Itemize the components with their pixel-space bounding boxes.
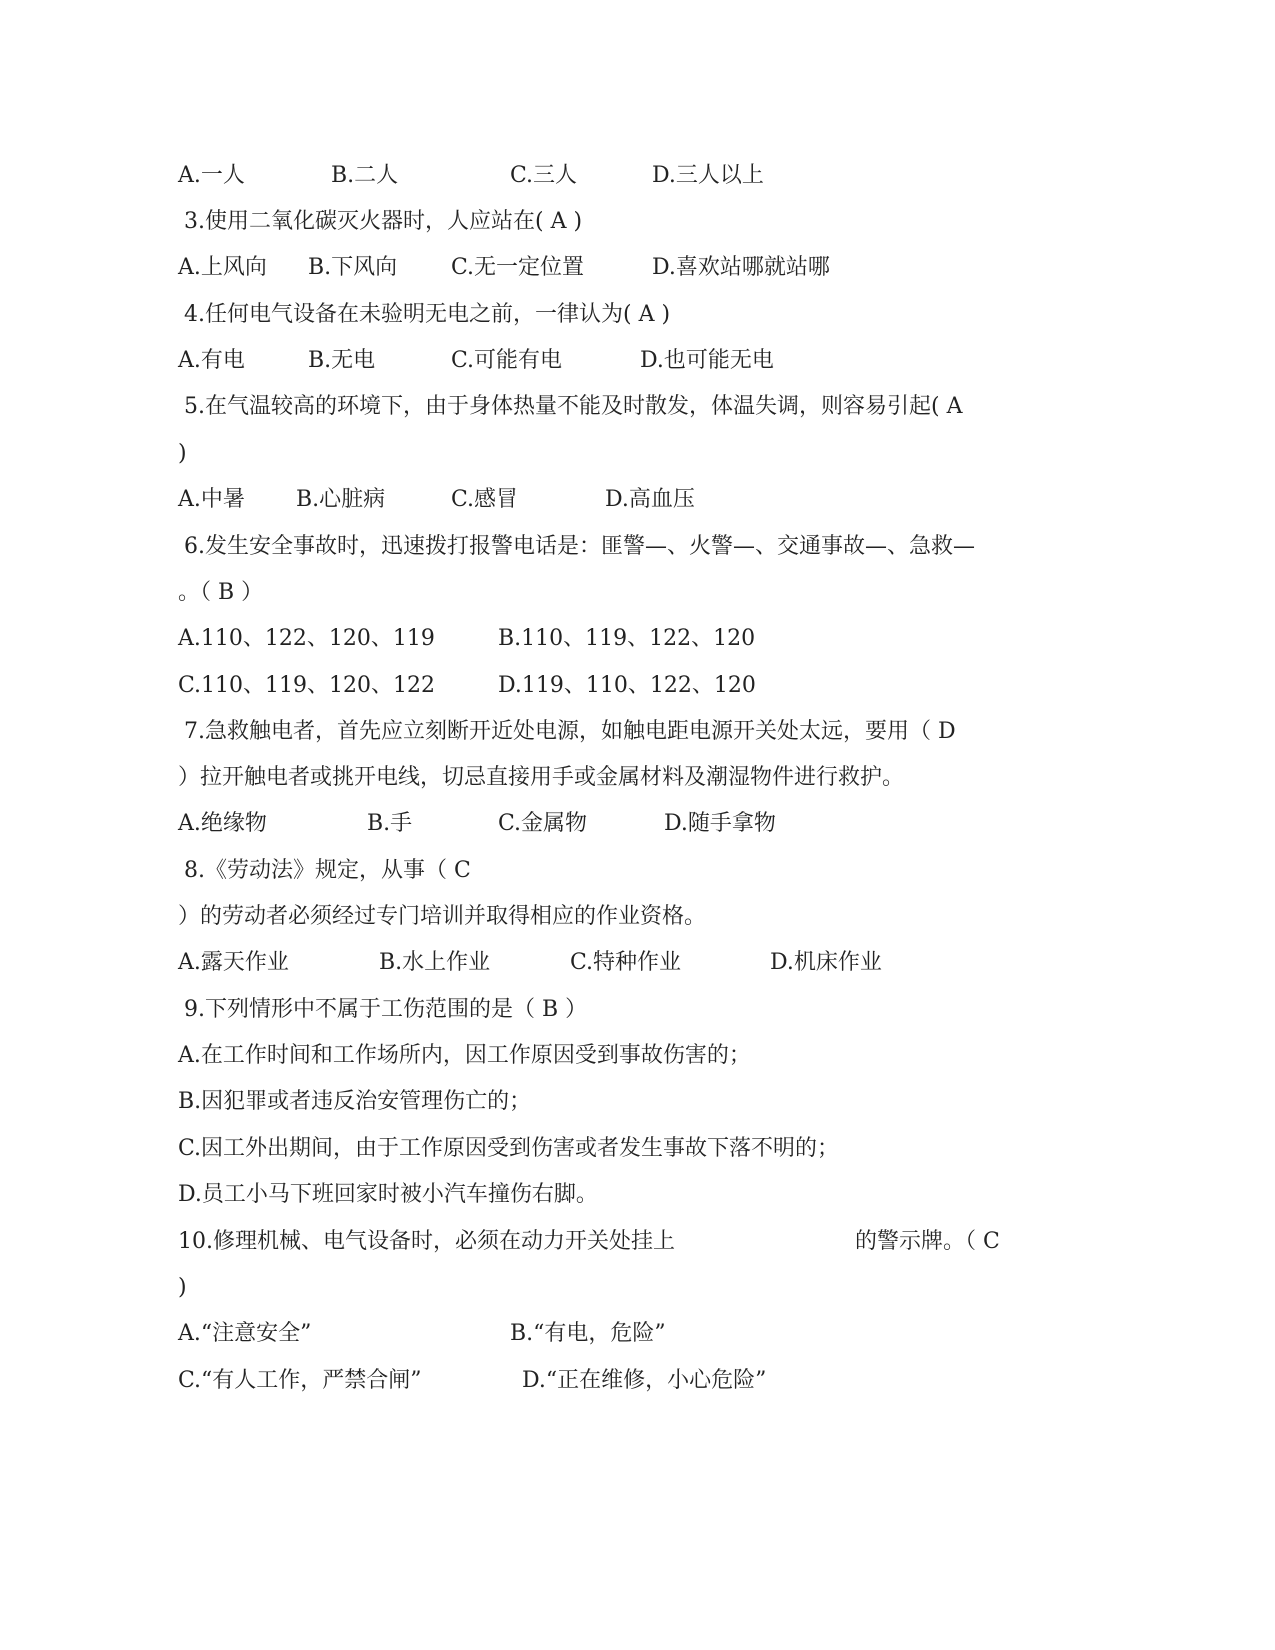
option-b: B.110、119、122、120 [498, 626, 756, 651]
option-d: D.119、110、122、120 [498, 673, 756, 698]
option-c: C.感冒 [451, 487, 519, 512]
option-d: D.机床作业 [770, 950, 882, 975]
option-b: B.水上作业 [379, 950, 491, 975]
question-text-part-2: 的警示牌。（ C [855, 1229, 1000, 1254]
option-c: C.因工外出期间，由于工作原因受到伤害或者发生事故下落不明的； [178, 1136, 840, 1161]
question-text-line-2: ) [178, 1275, 187, 1300]
option-d: D.员工小马下班回家时被小汽车撞伤右脚。 [178, 1182, 598, 1207]
option-a: A.一人 [178, 163, 245, 188]
question-text-line-2: ) [178, 441, 187, 466]
option-c: C.可能有电 [451, 348, 563, 373]
option-a: A.露天作业 [178, 950, 289, 975]
question-text-line-1: 8.《劳动法》规定，从事（ C [184, 858, 471, 883]
option-b: B.“有电，危险” [510, 1321, 666, 1346]
question-text-line-2: ）的劳动者必须经过专门培训并取得相应的作业资格。 [178, 904, 707, 929]
question-text: 9.下列情形中不属于工伤范围的是（ B ） [184, 997, 588, 1022]
option-b: B.下风向 [308, 255, 398, 280]
option-d: D.也可能无电 [640, 348, 774, 373]
question-text: 4.任何电气设备在未验明无电之前，一律认为( A ) [184, 302, 671, 327]
option-c: C.金属物 [498, 811, 588, 836]
option-b: B.因犯罪或者违反治安管理伤亡的； [178, 1089, 532, 1114]
option-a: A.在工作时间和工作场所内，因工作原因受到事故伤害的； [178, 1043, 751, 1068]
option-c: C.“有人工作，严禁合闸” [178, 1368, 422, 1393]
option-c: C.三人 [510, 163, 578, 188]
option-a: A.绝缘物 [178, 811, 267, 836]
option-a: A.“注意安全” [178, 1321, 312, 1346]
option-c: C.无一定位置 [451, 255, 585, 280]
option-d: D.喜欢站哪就站哪 [652, 255, 830, 280]
question-text-line-2: ）拉开触电者或挑开电线，切忌直接用手或金属材料及潮湿物件进行救护。 [178, 765, 905, 790]
option-d: D.“正在维修，小心危险” [522, 1368, 767, 1393]
option-a: A.上风向 [178, 255, 267, 280]
question-text: 3.使用二氧化碳灭火器时，人应站在( A ) [184, 209, 583, 234]
question-text-line-1: 5.在气温较高的环境下，由于身体热量不能及时散发，体温失调，则容易引起( A [184, 394, 963, 419]
option-b: B.心脏病 [296, 487, 386, 512]
option-a: A.有电 [178, 348, 245, 373]
option-c: C.特种作业 [570, 950, 682, 975]
question-text-part-1: 10.修理机械、电气设备时，必须在动力开关处挂上 [178, 1229, 675, 1254]
option-d: D.三人以上 [652, 163, 764, 188]
option-a: A.中暑 [178, 487, 245, 512]
option-c: C.110、119、120、122 [178, 673, 436, 698]
option-b: B.无电 [308, 348, 376, 373]
option-a: A.110、122、120、119 [178, 626, 435, 651]
question-text-line-1: 6.发生安全事故时，迅速拨打报警电话是：匪警—、火警—、交通事故—、急救— [184, 534, 975, 559]
option-b: B.手 [367, 811, 413, 836]
question-text-line-2: 。（ B ） [178, 580, 264, 605]
option-d: D.随手拿物 [664, 811, 776, 836]
question-text-line-1: 7.急救触电者，首先应立刻断开近处电源，如触电距电源开关处太远，要用（ D [184, 719, 956, 744]
option-b: B.二人 [331, 163, 399, 188]
option-d: D.高血压 [605, 487, 695, 512]
